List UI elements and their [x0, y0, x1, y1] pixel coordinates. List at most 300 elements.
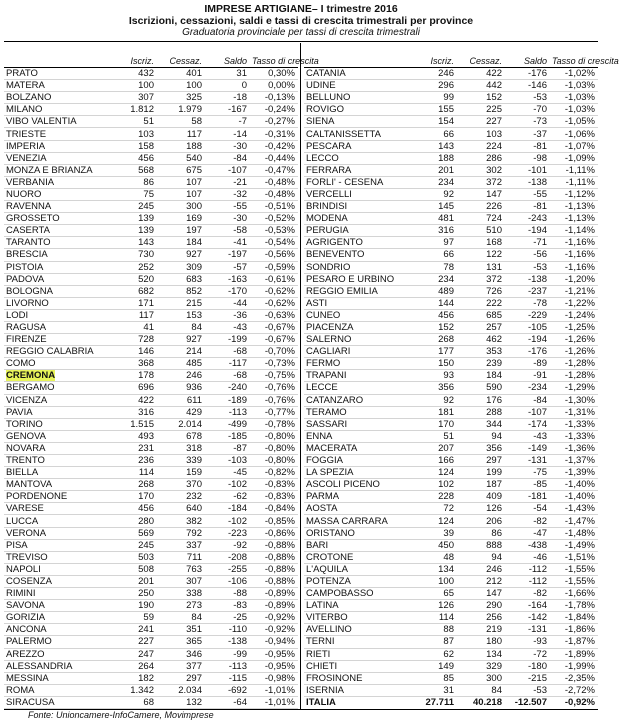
- cell-cessaz: 711: [157, 551, 205, 563]
- cell-saldo: -43: [205, 321, 250, 333]
- cell-province: ROVIGO: [304, 104, 409, 116]
- table-row: [4, 394, 298, 406]
- cell-cessaz: 107: [157, 188, 205, 200]
- table-row: [304, 648, 598, 660]
- cell-saldo: -194: [505, 334, 550, 346]
- cell-province: SASSARI: [304, 418, 409, 430]
- cell-saldo: -185: [205, 430, 250, 442]
- cell-tasso: -1,86%: [550, 624, 598, 636]
- table-row: [304, 588, 598, 600]
- cell-iscriz: 569: [109, 527, 157, 539]
- cell-province: FORLI' - CESENA: [304, 176, 409, 188]
- table-row: [4, 116, 298, 128]
- cell-saldo: -163: [205, 273, 250, 285]
- cell-saldo: -91: [505, 370, 550, 382]
- cell-tasso: -0,62%: [250, 285, 298, 297]
- table-row: [304, 406, 598, 418]
- cell-province: AOSTA: [304, 503, 409, 515]
- cell-province: VERONA: [4, 527, 109, 539]
- cell-tasso: -0,85%: [250, 515, 298, 527]
- cell-saldo: -208: [205, 551, 250, 563]
- cell-saldo: -176: [505, 346, 550, 358]
- cell-cessaz: 219: [457, 624, 505, 636]
- cell-tasso: -0,83%: [250, 479, 298, 491]
- cell-tasso: -0,67%: [250, 321, 298, 333]
- header-cessaz: Cessaz.: [157, 44, 205, 68]
- cell-iscriz: 39: [409, 527, 457, 539]
- cell-cessaz: 239: [457, 358, 505, 370]
- cell-province: MESSINA: [4, 672, 109, 684]
- cell-iscriz: 86: [109, 176, 157, 188]
- table-row: [304, 68, 598, 80]
- cell-cessaz: 356: [457, 442, 505, 454]
- cell-cessaz: 94: [457, 551, 505, 563]
- cell-province: PERUGIA: [304, 225, 409, 237]
- table-row: [304, 358, 598, 370]
- cell-iscriz: 48: [409, 551, 457, 563]
- table-row: [4, 660, 298, 672]
- cell-province: [4, 370, 109, 382]
- table-row: [304, 455, 598, 467]
- table-row: [304, 249, 598, 261]
- cell-iscriz: 68: [109, 696, 157, 708]
- cell-saldo: 31: [205, 68, 250, 80]
- cell-iscriz: 139: [109, 225, 157, 237]
- cell-tasso: -0,80%: [250, 455, 298, 467]
- total-tasso: -0,92%: [564, 696, 595, 708]
- table-row: [4, 261, 298, 273]
- cell-saldo: -142: [505, 612, 550, 624]
- cell-tasso: -1,29%: [550, 382, 598, 394]
- table-row: [4, 467, 298, 479]
- header-iscriz: Iscriz.: [409, 44, 457, 68]
- cell-tasso: -0,61%: [250, 273, 298, 285]
- table-row: [304, 237, 598, 249]
- table-row: [4, 334, 298, 346]
- cell-iscriz: 92: [409, 188, 457, 200]
- table-row: [304, 575, 598, 587]
- cell-cessaz: 180: [457, 636, 505, 648]
- cell-saldo: -68: [205, 346, 250, 358]
- cell-iscriz: 250: [109, 588, 157, 600]
- cell-province: RIETI: [304, 648, 409, 660]
- cell-province: REGGIO EMILIA: [304, 285, 409, 297]
- cell-iscriz: 158: [109, 140, 157, 152]
- cell-province: NAPOLI: [4, 563, 109, 575]
- cell-province: RIMINI: [4, 588, 109, 600]
- cell-iscriz: 126: [409, 600, 457, 612]
- cell-saldo: -73: [505, 116, 550, 128]
- cell-tasso: -0,78%: [250, 418, 298, 430]
- cell-saldo: -180: [505, 660, 550, 672]
- cell-iscriz: 41: [109, 321, 157, 333]
- cell-iscriz: 227: [109, 636, 157, 648]
- page-subtitle-2: Graduatoria provinciale per tassi di crescita trimestrali: [182, 27, 420, 38]
- cell-saldo: -87: [205, 442, 250, 454]
- cell-tasso: -1,26%: [550, 334, 598, 346]
- header-row: [4, 44, 298, 68]
- cell-iscriz: 171: [109, 297, 157, 309]
- table-row: [304, 334, 598, 346]
- cell-tasso: -0,89%: [250, 588, 298, 600]
- table-row: [304, 104, 598, 116]
- table-row: [304, 442, 598, 454]
- cell-iscriz: 170: [409, 418, 457, 430]
- cell-province: LIVORNO: [4, 297, 109, 309]
- cell-cessaz: 510: [457, 225, 505, 237]
- cell-iscriz: 520: [109, 273, 157, 285]
- table-row: [4, 152, 298, 164]
- header-row: [304, 44, 598, 68]
- cell-iscriz: 241: [109, 624, 157, 636]
- cell-tasso: -0,84%: [250, 503, 298, 515]
- cell-province: SIENA: [304, 116, 409, 128]
- cell-tasso: -1,21%: [550, 285, 598, 297]
- cell-saldo: -164: [505, 600, 550, 612]
- cell-province: CALTANISSETTA: [304, 128, 409, 140]
- cell-tasso: -1,06%: [550, 128, 598, 140]
- cell-iscriz: 456: [109, 152, 157, 164]
- cell-province: LA SPEZIA: [304, 467, 409, 479]
- cell-saldo: -54: [505, 503, 550, 515]
- cell-tasso: -1,16%: [550, 237, 598, 249]
- cell-iscriz: 252: [109, 261, 157, 273]
- cell-cessaz: 132: [157, 696, 205, 708]
- cell-province: AVELLINO: [304, 624, 409, 636]
- table-row: [4, 309, 298, 321]
- cell-iscriz: 117: [109, 309, 157, 321]
- cell-province: PIACENZA: [304, 321, 409, 333]
- cell-province: VARESE: [4, 503, 109, 515]
- cell-saldo: -138: [205, 636, 250, 648]
- cell-saldo: -107: [205, 164, 250, 176]
- cell-tasso: -0,27%: [250, 116, 298, 128]
- cell-iscriz: 139: [109, 213, 157, 225]
- cell-saldo: -71: [505, 237, 550, 249]
- cell-cessaz: 246: [457, 563, 505, 575]
- cell-saldo: -194: [505, 225, 550, 237]
- cell-cessaz: 344: [457, 418, 505, 430]
- cell-province: ROMA: [4, 684, 109, 696]
- cell-iscriz: 568: [109, 164, 157, 176]
- cell-iscriz: 1.812: [109, 104, 157, 116]
- highlighted-province: CREMONA: [6, 370, 56, 382]
- cell-saldo: -237: [505, 285, 550, 297]
- cell-saldo: -107: [505, 406, 550, 418]
- cell-cessaz: 338: [157, 588, 205, 600]
- cell-saldo: -184: [205, 503, 250, 515]
- cell-cessaz: 256: [457, 612, 505, 624]
- cell-tasso: 0,00%: [250, 80, 298, 92]
- table-row: [304, 503, 598, 515]
- cell-province: TRENTO: [4, 455, 109, 467]
- cell-tasso: -0,95%: [250, 660, 298, 672]
- cell-tasso: -0,54%: [250, 237, 298, 249]
- table-row: [4, 539, 298, 551]
- cell-iscriz: 508: [109, 563, 157, 575]
- cell-cessaz: 86: [457, 527, 505, 539]
- table-row: [304, 116, 598, 128]
- cell-cessaz: 84: [157, 321, 205, 333]
- header-tasso: Tasso di crescita: [550, 44, 598, 68]
- cell-province: TREVISO: [4, 551, 109, 563]
- table-row: [304, 600, 598, 612]
- cell-province: MILANO: [4, 104, 109, 116]
- cell-cessaz: 168: [457, 237, 505, 249]
- cell-tasso: -0,42%: [250, 140, 298, 152]
- cell-saldo: -117: [205, 358, 250, 370]
- cell-cessaz: 147: [457, 588, 505, 600]
- cell-cessaz: 103: [457, 128, 505, 140]
- cell-cessaz: 187: [457, 479, 505, 491]
- cell-saldo: -82: [505, 515, 550, 527]
- table-row: [304, 176, 598, 188]
- table-row: [4, 527, 298, 539]
- header-province: [4, 44, 109, 68]
- cell-cessaz: 226: [457, 201, 505, 213]
- cell-province: FROSINONE: [304, 672, 409, 684]
- cell-iscriz: 78: [409, 261, 457, 273]
- cell-iscriz: 450: [409, 539, 457, 551]
- cell-tasso: -0,48%: [250, 176, 298, 188]
- table-row: [304, 660, 598, 672]
- cell-saldo: -46: [505, 551, 550, 563]
- cell-iscriz: 228: [409, 491, 457, 503]
- table-row: [4, 346, 298, 358]
- cell-cessaz: 337: [157, 539, 205, 551]
- cell-cessaz: 442: [457, 80, 505, 92]
- cell-cessaz: 365: [157, 636, 205, 648]
- cell-tasso: -1,55%: [550, 563, 598, 575]
- table-row: [304, 297, 598, 309]
- cell-cessaz: 290: [457, 600, 505, 612]
- cell-tasso: -1,51%: [550, 551, 598, 563]
- cell-tasso: -0,77%: [250, 406, 298, 418]
- cell-saldo: -92: [205, 539, 250, 551]
- cell-iscriz: 368: [109, 358, 157, 370]
- cell-saldo: -174: [505, 418, 550, 430]
- cell-province: VIBO VALENTIA: [4, 116, 109, 128]
- table-row: [304, 612, 598, 624]
- cell-cessaz: 307: [157, 575, 205, 587]
- cell-province: LUCCA: [4, 515, 109, 527]
- cell-tasso: -1,40%: [550, 479, 598, 491]
- cell-tasso: -0,88%: [250, 539, 298, 551]
- cell-iscriz: 102: [409, 479, 457, 491]
- cell-iscriz: 190: [109, 600, 157, 612]
- cell-saldo: -101: [505, 164, 550, 176]
- cell-province: IMPERIA: [4, 140, 109, 152]
- cell-tasso: -0,88%: [250, 575, 298, 587]
- cell-iscriz: 1.515: [109, 418, 157, 430]
- cell-cessaz: 429: [157, 406, 205, 418]
- cell-iscriz: 201: [109, 575, 157, 587]
- cell-tasso: -1,03%: [550, 92, 598, 104]
- cell-province: TRAPANI: [304, 370, 409, 382]
- page-title: IMPRESE ARTIGIANE– I trimestre 2016: [204, 3, 398, 15]
- cell-province: MASSA CARRARA: [304, 515, 409, 527]
- cell-saldo: -112: [505, 575, 550, 587]
- table-row: [4, 696, 298, 708]
- cell-tasso: -0,88%: [250, 551, 298, 563]
- table-row: [4, 588, 298, 600]
- cell-saldo: -30: [205, 213, 250, 225]
- cell-saldo: -84: [505, 394, 550, 406]
- cell-cessaz: 297: [457, 455, 505, 467]
- cell-tasso: -0,52%: [250, 213, 298, 225]
- header-tasso: Tasso di crescita: [250, 44, 298, 68]
- cell-cessaz: 206: [457, 515, 505, 527]
- table-row: [4, 92, 298, 104]
- table-row: [4, 515, 298, 527]
- cell-saldo: -32: [205, 188, 250, 200]
- table-row: [4, 68, 298, 80]
- cell-cessaz: 286: [457, 152, 505, 164]
- cell-cessaz: 372: [457, 176, 505, 188]
- cell-cessaz: 640: [157, 503, 205, 515]
- cell-cessaz: 792: [157, 527, 205, 539]
- cell-tasso: -1,03%: [550, 104, 598, 116]
- cell-tasso: -1,31%: [550, 406, 598, 418]
- cell-saldo: -138: [505, 176, 550, 188]
- cell-iscriz: 182: [109, 672, 157, 684]
- table-row: [4, 225, 298, 237]
- cell-tasso: -0,83%: [250, 491, 298, 503]
- cell-cessaz: 297: [157, 672, 205, 684]
- cell-iscriz: 245: [109, 539, 157, 551]
- cell-saldo: -215: [505, 672, 550, 684]
- table-row: [304, 563, 598, 575]
- cell-cessaz: 329: [457, 660, 505, 672]
- cell-province: CATANIA: [304, 68, 409, 80]
- table-row: [4, 382, 298, 394]
- cell-cessaz: 2.034: [157, 684, 205, 696]
- cell-cessaz: 58: [157, 116, 205, 128]
- total-iscriz: 27.711: [425, 696, 454, 708]
- cell-province: VERBANIA: [4, 176, 109, 188]
- table-row: [4, 648, 298, 660]
- cell-iscriz: 124: [409, 467, 457, 479]
- cell-saldo: -105: [505, 321, 550, 333]
- table-row: [304, 491, 598, 503]
- cell-saldo: -83: [205, 600, 250, 612]
- table-row: [304, 346, 598, 358]
- table-row: [4, 442, 298, 454]
- cell-iscriz: 31: [409, 684, 457, 696]
- cell-iscriz: 87: [409, 636, 457, 648]
- cell-cessaz: 377: [157, 660, 205, 672]
- cell-cessaz: 726: [457, 285, 505, 297]
- cell-cessaz: 100: [157, 80, 205, 92]
- cell-saldo: -197: [205, 249, 250, 261]
- cell-saldo: -81: [505, 201, 550, 213]
- cell-tasso: -1,26%: [550, 346, 598, 358]
- cell-province: FERRARA: [304, 164, 409, 176]
- cell-saldo: -229: [505, 309, 550, 321]
- cell-iscriz: 268: [109, 479, 157, 491]
- cell-iscriz: 154: [409, 116, 457, 128]
- cell-iscriz: 234: [409, 273, 457, 285]
- cell-iscriz: 231: [109, 442, 157, 454]
- cell-province: CASERTA: [4, 225, 109, 237]
- cell-province: PAVIA: [4, 406, 109, 418]
- cell-iscriz: 146: [109, 346, 157, 358]
- cell-cessaz: 590: [457, 382, 505, 394]
- cell-province: MANTOVA: [4, 479, 109, 491]
- cell-province: PESARO E URBINO: [304, 273, 409, 285]
- cell-cessaz: 852: [157, 285, 205, 297]
- cell-tasso: -0,75%: [250, 370, 298, 382]
- source-note: Fonte: Unioncamere-InfoCamere, Movimprese: [28, 710, 214, 720]
- cell-cessaz: 763: [157, 563, 205, 575]
- cell-province: PISA: [4, 539, 109, 551]
- cell-tasso: -1,28%: [550, 358, 598, 370]
- cell-iscriz: 432: [109, 68, 157, 80]
- cell-tasso: -0,98%: [250, 672, 298, 684]
- cell-saldo: -53: [505, 684, 550, 696]
- cell-cessaz: 169: [157, 213, 205, 225]
- cell-cessaz: 188: [157, 140, 205, 152]
- cell-province: LECCE: [304, 382, 409, 394]
- cell-tasso: -1,99%: [550, 660, 598, 672]
- cell-cessaz: 685: [457, 309, 505, 321]
- cell-cessaz: 199: [457, 467, 505, 479]
- table-row: [304, 418, 598, 430]
- cell-tasso: -1,20%: [550, 273, 598, 285]
- cell-province: BRINDISI: [304, 201, 409, 213]
- cell-province: VITERBO: [304, 612, 409, 624]
- cell-cessaz: 372: [457, 273, 505, 285]
- table-row: [4, 563, 298, 575]
- cell-province: BIELLA: [4, 467, 109, 479]
- cell-tasso: -1,16%: [550, 249, 598, 261]
- cell-saldo: -113: [205, 406, 250, 418]
- cell-saldo: -88: [205, 588, 250, 600]
- cell-province: NOVARA: [4, 442, 109, 454]
- cell-cessaz: 153: [157, 309, 205, 321]
- cell-tasso: -1,13%: [550, 201, 598, 213]
- cell-iscriz: 730: [109, 249, 157, 261]
- table-row: [304, 164, 598, 176]
- cell-province: FERMO: [304, 358, 409, 370]
- table-row: [304, 479, 598, 491]
- table-row: [304, 515, 598, 527]
- cell-tasso: -0,67%: [250, 334, 298, 346]
- cell-province: GORIZIA: [4, 612, 109, 624]
- cell-saldo: -41: [205, 237, 250, 249]
- cell-cessaz: 131: [457, 261, 505, 273]
- cell-tasso: -0,76%: [250, 394, 298, 406]
- table-row: [4, 406, 298, 418]
- table-row: [304, 394, 598, 406]
- table-row: [304, 539, 598, 551]
- cell-tasso: 0,30%: [250, 68, 298, 80]
- cell-saldo: -102: [205, 515, 250, 527]
- cell-cessaz: 300: [457, 672, 505, 684]
- cell-tasso: -0,80%: [250, 442, 298, 454]
- cell-province: UDINE: [304, 80, 409, 92]
- cell-tasso: -1,47%: [550, 515, 598, 527]
- table-row: [4, 321, 298, 333]
- cell-saldo: -58: [205, 225, 250, 237]
- table-row: [304, 92, 598, 104]
- cell-saldo: -223: [205, 527, 250, 539]
- cell-iscriz: 456: [409, 309, 457, 321]
- cell-iscriz: 1.342: [109, 684, 157, 696]
- cell-saldo: -45: [205, 467, 250, 479]
- table-row: [304, 128, 598, 140]
- header-saldo: Saldo: [205, 44, 250, 68]
